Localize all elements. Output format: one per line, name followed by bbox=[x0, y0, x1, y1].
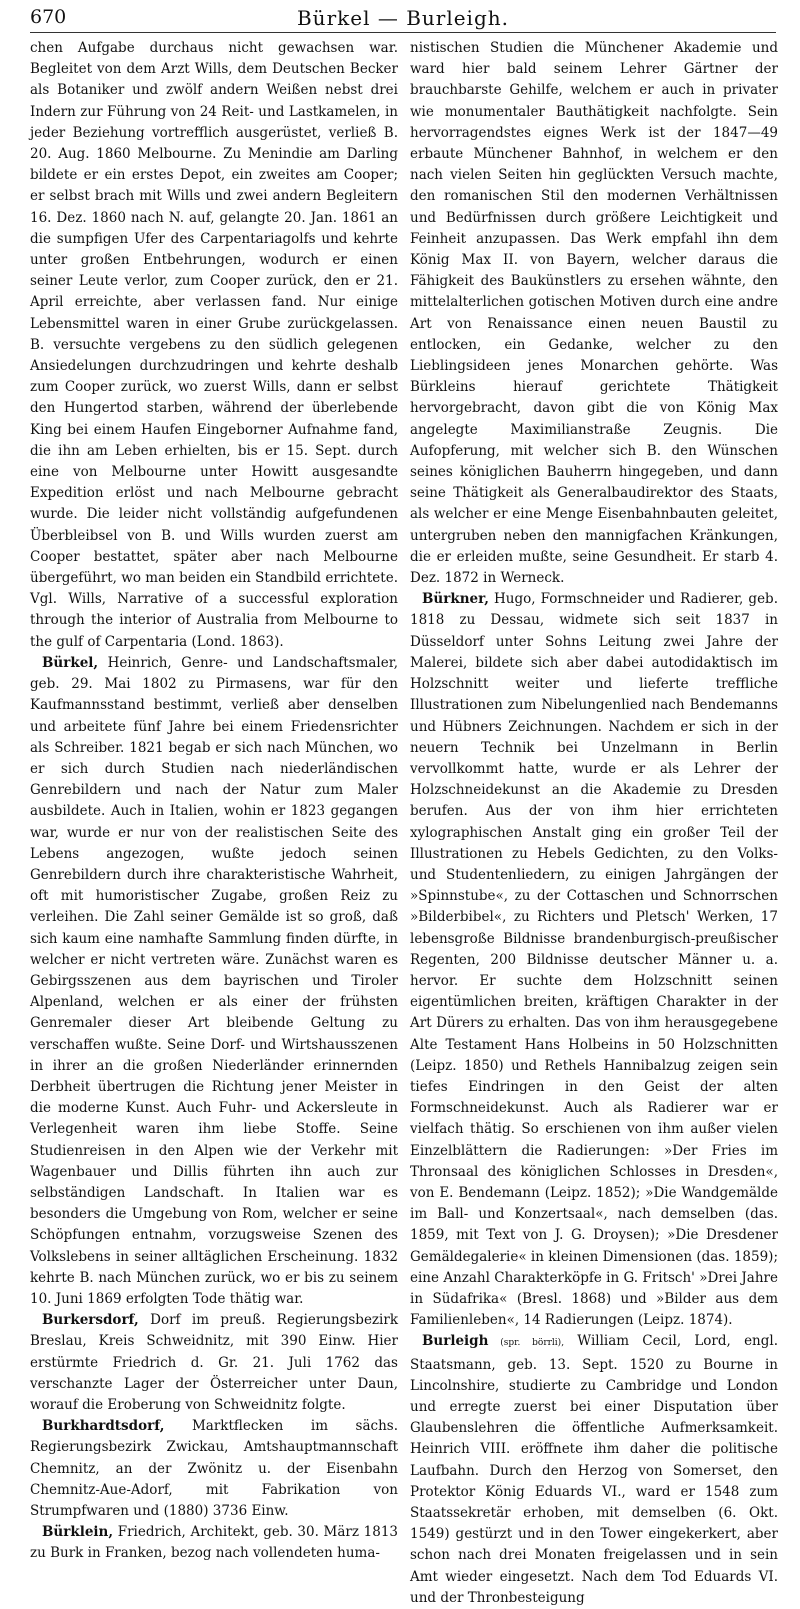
page-number: 670 bbox=[30, 6, 67, 28]
pronunciation-note: (spr. börrli), bbox=[488, 1338, 565, 1349]
left-column bbox=[30, 38, 398, 1562]
entry-buerklein bbox=[30, 1522, 398, 1564]
entry-text: William Cecil, Lord, engl. Staatsmann, geb. 13. Sept. 1520 zu Bourne in Lincolnshire, studierte zu Cambridge und London und erregte zuerst bei einer Disputation über Glaubenslehren die öffentliche Aufmerksamkeit. Heinrich VIII. eröffnete ihm daher die politische Laufbahn. Durch den Herzog von Somerset, den Protektor König Eduards VI., ward er 1548 zum Staatssekretär erhoben, mit demselben (6. Okt. 1549) gestürzt und in den Tower eingekerkert, aber schon nach drei Monaten freigelassen und in sein Amt wieder eingesetzt. Nach dem Tod Eduards VI. und der Thronbesteigung bbox=[410, 1333, 778, 1606]
entry-text: Friedrich, Architekt, geb. 30. März 1813 zu Burk in Franken, bezog nach vollendeten huma- bbox=[30, 1524, 398, 1562]
entry-lemma: Bürkner, bbox=[422, 591, 489, 608]
entry-buerkner bbox=[410, 589, 778, 1331]
entry-lemma: Burkersdorf, bbox=[42, 1312, 139, 1329]
page-header bbox=[30, 4, 776, 33]
entry-lemma: Burkhardtsdorf, bbox=[42, 1418, 165, 1435]
entry-burkhardtsdorf bbox=[30, 1416, 398, 1522]
entry-lemma: Bürkel, bbox=[42, 654, 99, 671]
entry-text: Heinrich, Genre- und Landschaftsmaler, geb. 29. Mai 1802 zu Pirmasens, war für den Kaufmannsstand bestimmt, verließ aber denselben und arbeitete fünf Jahre bei einem Friedensrichter als Schreiber. 1821 begab er sich nach München, wo er sich durch Studien nach niederländischen Genrebildern und nach der Natur zum Maler ausbildete. Auch in Italien, wohin er 1823 gegangen war, wurde er nur von der realistischen Seite des Lebens angezogen, wußte jedoch seinen Genrebildern durch ihre charakteristische Wahrheit, oft mit humoristischer Zugabe, großen Reiz zu verleihen. Die Zahl seiner Gemälde ist so groß, daß sich kaum eine namhafte Sammlung finden dürfte, in welcher er nicht vertreten wäre. Zunächst waren es Gebirgsszenen aus dem bayrischen und Tiroler Alpenland, welchen er als einer der frühsten Genremaler dieser Art bleibende Geltung zu verschaffen wußte. Seine Dorf- und Wirtshausszenen in ihrer an die großen Niederländer erinnernden Derbheit übertrugen die Richtung jener Meister in die moderne Kunst. Auch Fuhr- und Ackersleute in Verlegenheit waren ihm liebe Stoffe. Seine Studienreisen in den Alpen wie der Verkehr mit Wagenbauer und Dillis führten ihn auch zur selbständigen Landschaft. In Italien war es besonders die Umgebung von Rom, welcher er seine Schöpfungen entnahm, vorzugsweise Szenen des Volkslebens in seiner alltäglichen Erscheinung. 1832 kehrte B. nach München zurück, wo er bis zu seinem 10. Juni 1869 erfolgten Tode thätig war. bbox=[30, 654, 398, 1307]
entry-text: Dorf im preuß. Regierungsbezirk Breslau, Kreis Schweidnitz, mit 390 Einw. Hier erstürmte Friedrich d. Gr. 21. Juli 1762 das verschanzte Lager der Österreicher unter Daun, worauf die Eroberung von Schweidnitz folgte. bbox=[30, 1312, 398, 1413]
entry-text: Marktflecken im sächs. Regierungsbezirk Zwickau, Amtshauptmannschaft Chemnitz, an der Zwönitz u. der Eisenbahn Chemnitz-Aue-Adorf, mit Fabrikation von Strumpfwaren und (1880) 3736 Einw. bbox=[30, 1418, 398, 1520]
continued-entry-text: chen Aufgabe durchaus nicht gewachsen war. Begleitet von dem Arzt Wills, dem Deutschen Becker als Botaniker und zwölf andern Weißen nebst drei Indern zur Führung von 24 Reit- und Lastkamelen, in jeder Beziehung vortrefflich ausgerüstet, verließ B. 20. Aug. 1860 Melbourne. Zu Menindie am Darling bildete er ein erstes Depot, ein zweites am Cooper; er selbst brach mit Wills und zwei andern Begleitern 16. Dez. 1860 nach N. auf, gelangte 20. Jan. 1861 an die sumpfigen Ufer des Carpentariagolfs und kehrte unter großen Entbehrungen, wodurch er einen seiner Leute verlor, zum Cooper zurück, den er 21. April erreichte, aber verlassen fand. Nur einige Lebensmittel waren in einer Grube zurückgelassen. B. versuchte vergebens zu den südlich gelegenen Ansiedelungen durchzudringen und kehrte deshalb zum Cooper zurück, wo zuerst Wills, dann er selbst den Hungertod starben, während der überlebende King bei einem Haufen Eingeborner Aufnahme fand, die ihn am Leben erhielten, bis er 15. Sept. durch eine von Melbourne unter Howitt ausgesandte Expedition erlöst und nach Melbourne gebracht wurde. Die leider nicht vollständig aufgefundenen Überbleibsel von B. und Wills wurden zuerst am Cooper bestattet, später aber nach Melbourne übergeführt, wo man beiden ein Standbild errichtete. Vgl. Wills, Narrative of a successful exploration through the interior of Australia from Melbourne to the gulf of Carpentaria (Lond. 1863). bbox=[30, 40, 398, 650]
running-head: Bürkel — Burleigh. bbox=[296, 6, 509, 30]
entry-lemma: Burleigh bbox=[422, 1333, 489, 1350]
entry-lemma: Bürklein, bbox=[42, 1524, 114, 1541]
entry-burkersdorf bbox=[30, 1310, 398, 1416]
continued-entry-text: nistischen Studien die Münchener Akademie und ward hier bald seinem Lehrer Gärtner der brauchbarste Gehilfe, welchem er auch in privater wie monumentaler Bauthätigkeit nachfolgte. Sein hervorragendstes eignes Werk ist der 1847—49 erbaute Münchener Bahnhof, in welchem er den nach vielen Seiten hin geglückten Versuch machte, den romanischen Stil den modernen Verhältnissen und Bedürfnissen durch größere Leichtigkeit und Feinheit anzupassen. Das Werk empfahl ihn dem König Max II. von Bayern, welcher daraus die Fähigkeit des Baukünstlers zu ersehen wähnte, den mittelalterlichen gotischen Motiven durch eine andre Art von Renaissance einen neuen Baustil zu entlocken, ein Gedanke, welcher zu den Lieblingsideen jenes Monarchen gehörte. Was Bürkleins hierauf gerichtete Thätigkeit hervorgebracht, davon gibt die von König Max angelegte Maximilianstraße Zeugnis. Die Aufopferung, mit welcher sich B. den Wünschen seines königlichen Bauherrn hingegeben, und dann seine Thätigkeit als Generalbaudirektor des Staats, als welcher er eine Menge Eisenbahnbauten geleitet, untergruben neben den mannigfachen Kränkungen, die er erleiden mußte, seine Gesundheit. Er starb 4. Dez. 1872 in Werneck. bbox=[410, 40, 778, 587]
entry-text: Hugo, Formschneider und Radierer, geb. 1818 zu Dessau, widmete sich seit 1837 in Düsseldorf unter Sohns Leitung zwei Jahre der Malerei, bildete sich aber dabei autodidaktisch im Holzschnitt weiter und lieferte treffliche Illustrationen zum Nibelungenlied nach Bendemanns und Hübners Zeichnungen. Nachdem er sich in der neuern Technik bei Unzelmann in Berlin vervollkommt hatte, wurde er als Lehrer der Holzschneidekunst an die Akademie zu Dresden berufen. Aus der von ihm hier errichteten xylographischen Anstalt ging ein großer Teil der Illustrationen zu Hebels Gedichten, zu den Volks- und Studentenliedern, zu einigen Jahrgängen der »Spinnstube«, zu der Cottaschen und Schnorrschen »Bilderbibel«, zu Richters und Pletsch' Werken, 17 lebensgroße Bildnisse brandenburgisch-preußischer Regenten, 200 Bildnisse deutscher Männer u. a. hervor. Er suchte dem Holzschnitt seinen eigentümlichen breiten, kräftigen Charakter in der Art Dürers zu erhalten. Das von ihm herausgegebene Alte Testament Hans Holbeins in 50 Holzschnitten (Leipz. 1850) und Rethels Hannibalzug zeigen sein tiefes Eindringen in den Geist der alten Formschneidekunst. Auch als Radierer war er vielfach thätig. So erschienen von ihm außer vielen Einzelblättern die Radierungen: »Der Fries im Thronsaal des königlichen Schlosses in Dresden«, von E. Bendemann (Leipz. 1852); »Die Wandgemälde im Ball- und Konzertsaal«, nach demselben (das. 1859, mit Text von J. G. Droysen); »Die Dresdener Gemäldegalerie« in kleinen Dimensionen (das. 1859); eine Anzahl Charakterköpfe in G. Fritsch' »Drei Jahre in Südafrika« (Bresl. 1868) und »Bilder aus dem Familienleben«, 14 Radierungen (Leipz. 1874). bbox=[410, 591, 778, 1329]
entry-burleigh bbox=[410, 1331, 778, 1609]
entry-buerkel bbox=[30, 653, 398, 1310]
right-column bbox=[410, 38, 778, 1606]
